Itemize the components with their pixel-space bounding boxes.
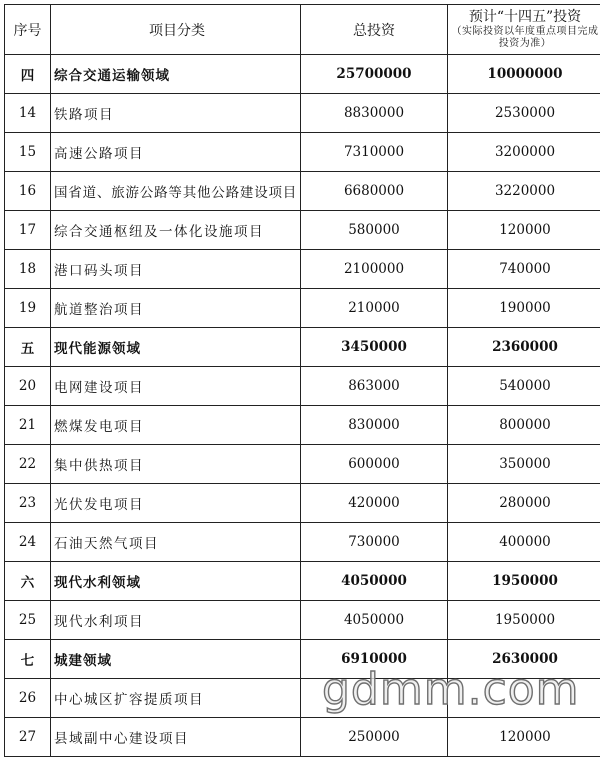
- row-no: 16: [5, 172, 51, 211]
- row-name: 现代能源领域: [51, 328, 301, 367]
- row-no: 七: [5, 640, 51, 679]
- row-name: 现代水利领域: [51, 562, 301, 601]
- row-total: 7310000: [301, 133, 448, 172]
- row-name: 光伏发电项目: [51, 484, 301, 523]
- row-name: 石油天然气项目: [51, 523, 301, 562]
- row-no: 六: [5, 562, 51, 601]
- table-row: [5, 250, 600, 289]
- row-no: 15: [5, 133, 51, 172]
- row-name: 综合交通枢纽及一体化设施项目: [51, 211, 301, 250]
- row-estimate: 120000: [448, 718, 600, 757]
- row-name: 高速公路项目: [51, 133, 301, 172]
- row-total: 4050000: [301, 601, 448, 640]
- table-row: [5, 133, 600, 172]
- row-estimate: [448, 679, 600, 718]
- row-total: [301, 679, 448, 718]
- row-name: 国省道、旅游公路等其他公路建设项目: [51, 172, 301, 211]
- row-no: 19: [5, 289, 51, 328]
- row-no: 23: [5, 484, 51, 523]
- table-row: [5, 679, 600, 718]
- row-total: 6910000: [301, 640, 448, 679]
- table-row: [5, 289, 600, 328]
- row-no: 25: [5, 601, 51, 640]
- row-total: 4050000: [301, 562, 448, 601]
- row-no: 14: [5, 94, 51, 133]
- row-name: 综合交通运输领域: [51, 55, 301, 94]
- row-estimate: 190000: [448, 289, 600, 328]
- row-total: 210000: [301, 289, 448, 328]
- row-name: 燃煤发电项目: [51, 406, 301, 445]
- header-category: 项目分类: [51, 5, 301, 55]
- row-total: 2100000: [301, 250, 448, 289]
- row-total: 830000: [301, 406, 448, 445]
- row-no: 24: [5, 523, 51, 562]
- row-estimate: 2530000: [448, 94, 600, 133]
- table-body: [5, 55, 600, 757]
- row-name: 城建领域: [51, 640, 301, 679]
- header-total: 总投资: [301, 5, 448, 55]
- row-estimate: 10000000: [448, 55, 600, 94]
- row-name: 航道整治项目: [51, 289, 301, 328]
- row-total: 25700000: [301, 55, 448, 94]
- row-estimate: 280000: [448, 484, 600, 523]
- table-row: [5, 523, 600, 562]
- table-row: [5, 94, 600, 133]
- table-row: [5, 406, 600, 445]
- table-row: [5, 718, 600, 757]
- row-name: 电网建设项目: [51, 367, 301, 406]
- row-estimate: 540000: [448, 367, 600, 406]
- row-total: 863000: [301, 367, 448, 406]
- header-estimate-note: （实际投资以年度重点项目完成投资为准）: [451, 26, 599, 49]
- row-name: 县域副中心建设项目: [51, 718, 301, 757]
- watermark: gdmm.com: [322, 664, 580, 715]
- row-no: 22: [5, 445, 51, 484]
- row-total: 3450000: [301, 328, 448, 367]
- header-row: [5, 5, 600, 55]
- table-row: [5, 211, 600, 250]
- row-no: 21: [5, 406, 51, 445]
- row-no: 27: [5, 718, 51, 757]
- row-estimate: 2360000: [448, 328, 600, 367]
- row-total: 8830000: [301, 94, 448, 133]
- section-row: [5, 640, 600, 679]
- table-row: [5, 367, 600, 406]
- row-no: 17: [5, 211, 51, 250]
- header-no: 序号: [5, 5, 51, 55]
- row-total: 730000: [301, 523, 448, 562]
- row-name: 现代水利项目: [51, 601, 301, 640]
- row-total: 6680000: [301, 172, 448, 211]
- row-estimate: 120000: [448, 211, 600, 250]
- row-name: 港口码头项目: [51, 250, 301, 289]
- header-estimate-title: 预计“十四五”投资: [468, 9, 582, 25]
- row-total: 600000: [301, 445, 448, 484]
- row-name: 集中供热项目: [51, 445, 301, 484]
- row-name: 铁路项目: [51, 94, 301, 133]
- table-row: [5, 172, 600, 211]
- header-estimate: [448, 5, 600, 55]
- row-no: 五: [5, 328, 51, 367]
- row-estimate: 1950000: [448, 601, 600, 640]
- row-estimate: 3200000: [448, 133, 600, 172]
- table-row: [5, 601, 600, 640]
- row-estimate: 3220000: [448, 172, 600, 211]
- row-total: 250000: [301, 718, 448, 757]
- row-estimate: 2630000: [448, 640, 600, 679]
- row-no: 20: [5, 367, 51, 406]
- investment-table: [4, 4, 600, 757]
- row-no: 26: [5, 679, 51, 718]
- row-estimate: 350000: [448, 445, 600, 484]
- table-row: [5, 484, 600, 523]
- row-estimate: 800000: [448, 406, 600, 445]
- row-estimate: 740000: [448, 250, 600, 289]
- section-row: [5, 562, 600, 601]
- section-row: [5, 328, 600, 367]
- row-no: 18: [5, 250, 51, 289]
- row-no: 四: [5, 55, 51, 94]
- row-total: 420000: [301, 484, 448, 523]
- table-row: [5, 445, 600, 484]
- row-name: 中心城区扩容提质项目: [51, 679, 301, 718]
- section-row: [5, 55, 600, 94]
- row-estimate: 1950000: [448, 562, 600, 601]
- row-total: 580000: [301, 211, 448, 250]
- row-estimate: 400000: [448, 523, 600, 562]
